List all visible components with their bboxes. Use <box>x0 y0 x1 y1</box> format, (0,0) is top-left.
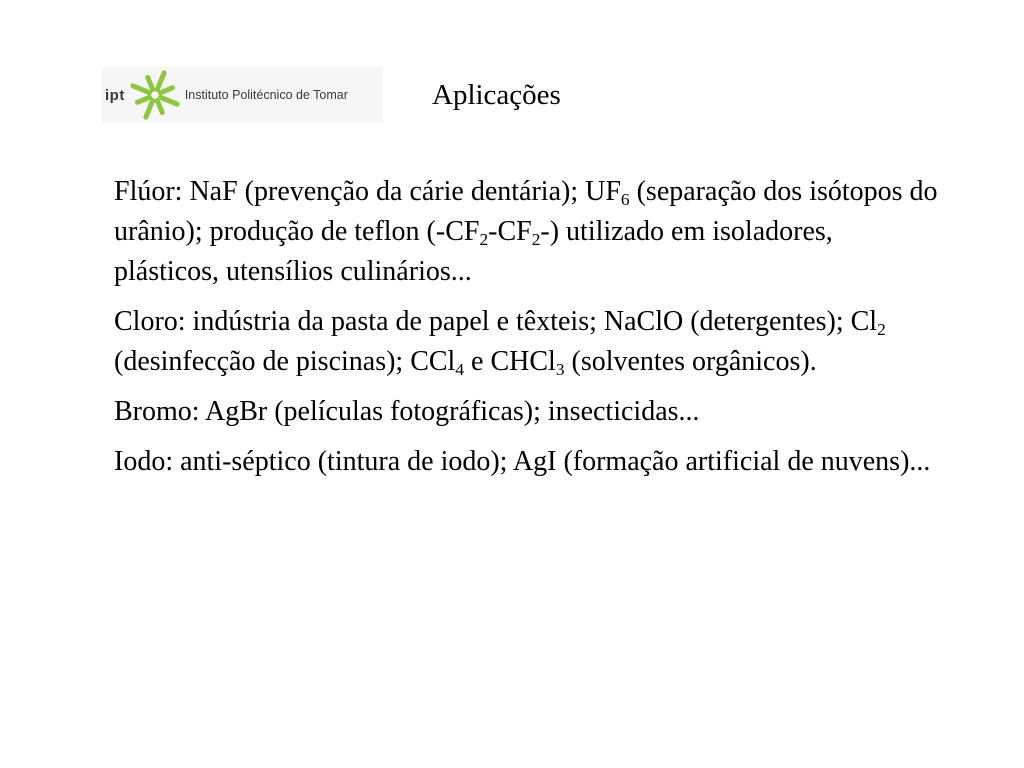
logo-ray <box>137 97 149 102</box>
cloro-text-4: (solventes orgânicos). <box>564 346 817 377</box>
cloro-subscript-2: 4 <box>455 359 465 379</box>
bromo-text-1: Bromo: AgBr (películas fotográficas); insecticidas... <box>114 396 700 427</box>
iodo-text-1: Iodo: anti-séptico (tintura de iodo); AgI (formação artificial de nuvens)... <box>114 446 931 477</box>
slide-title: Aplicações <box>432 79 561 111</box>
logo-ray <box>160 97 177 104</box>
paragraph-bromo <box>114 392 944 432</box>
cloro-text-2: (desinfecção de piscinas); CCl <box>114 346 456 377</box>
institution-logo <box>102 67 383 123</box>
logo-ray <box>146 101 153 118</box>
logo-abbreviation: ipt <box>105 86 125 104</box>
slide-body <box>114 172 944 492</box>
paragraph-cloro <box>114 302 944 382</box>
cloro-text-3: e CHCl <box>464 346 556 377</box>
fluor-text-1: Flúor: NaF (prevenção da cárie dentária); UF <box>114 176 621 207</box>
fluor-subscript-3: 2 <box>531 229 541 249</box>
logo-star-icon <box>127 67 183 123</box>
logo-ray <box>157 73 164 90</box>
paragraph-fluor <box>114 172 944 292</box>
logo-institution-name: Instituto Politécnico de Tomar <box>184 88 348 102</box>
logo-ray <box>148 77 153 89</box>
fluor-text-2: (separação dos isótopos do urânio); produção de teflon (-CF <box>114 176 938 247</box>
cloro-subscript-3: 3 <box>555 359 565 379</box>
fluor-subscript-2: 2 <box>479 229 489 249</box>
paragraph-iodo <box>114 442 944 482</box>
fluor-text-4: -) utilizado em isoladores, plásticos, utensílios culinários... <box>114 216 833 287</box>
cloro-text-1: Cloro: indústria da pasta de papel e têxteis; NaClO (detergentes); Cl <box>114 306 878 337</box>
fluor-text-3: -CF <box>488 216 532 247</box>
logo-ray <box>133 86 150 93</box>
fluor-subscript-1: 6 <box>620 189 630 209</box>
cloro-subscript-1: 2 <box>877 319 886 339</box>
logo-ray <box>157 101 162 113</box>
logo-ray <box>160 88 172 93</box>
